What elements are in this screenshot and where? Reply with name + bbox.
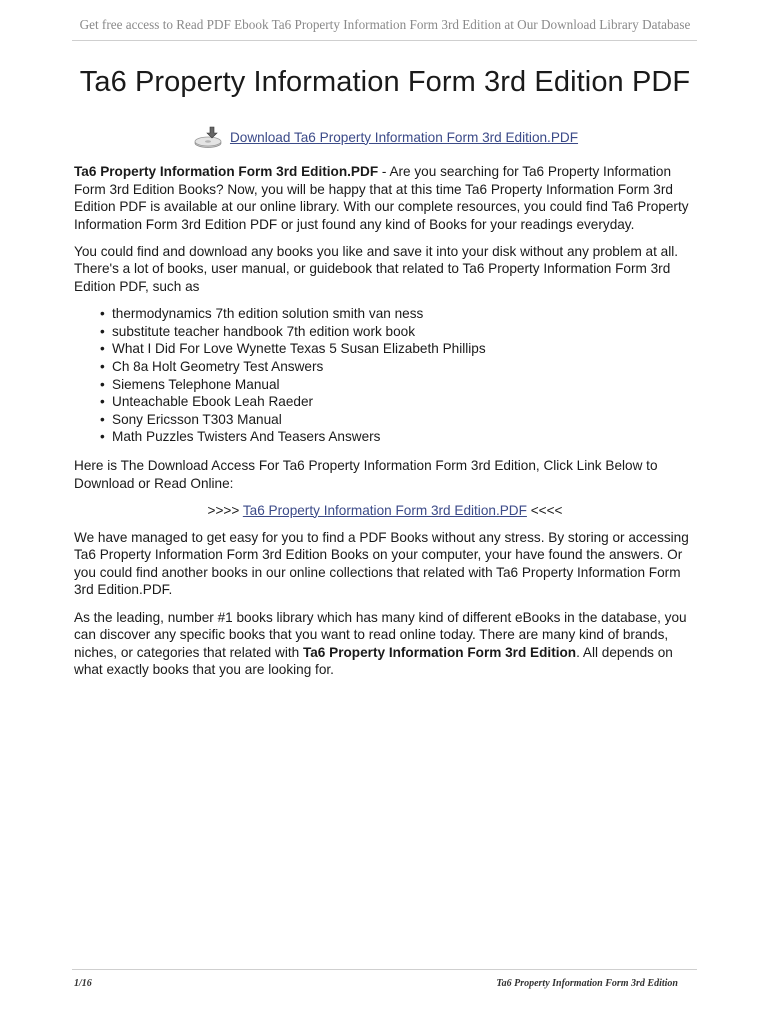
article-body xyxy=(74,163,696,688)
list-item: • substitute teacher handbook 7th edition work book xyxy=(112,323,696,341)
access-link[interactable]: Ta6 Property Information Form 3rd Edition.PDF xyxy=(242,502,527,518)
library-bold-title: Ta6 Property Information Form 3rd Edition xyxy=(302,644,577,660)
list-item: • Math Puzzles Twisters And Teasers Answers xyxy=(112,428,696,446)
intro-text: - Are you searching for Ta6 Property Information Form 3rd Edition Books? Now, you will be happy that at this time Ta6 Property Information Form 3rd Edition PDF is available at our online library. With our complete resources, you could find Ta6 Property Information Form 3rd Edition PDF or just found any kind of Books for your readings everyday. xyxy=(74,164,689,232)
footer-divider xyxy=(72,969,697,970)
download-row xyxy=(0,125,770,149)
list-item: • Unteachable Ebook Leah Raeder xyxy=(112,393,696,411)
access-paragraph: Here is The Download Access For Ta6 Property Information Form 3rd Edition, Click Link Below to Download or Read Online: xyxy=(74,457,658,491)
access-suffix: <<<< xyxy=(526,502,563,518)
download-disk-icon[interactable] xyxy=(192,125,224,149)
intro-bold-lead: Ta6 Property Information Form 3rd Edition.PDF xyxy=(74,164,379,179)
list-item: • thermodynamics 7th edition solution smith van ness xyxy=(112,305,696,323)
list-item: • Ch 8a Holt Geometry Test Answers xyxy=(112,358,696,376)
page-title: Ta6 Property Information Form 3rd Edition PDF xyxy=(79,66,691,98)
library-paragraph xyxy=(74,609,696,679)
access-prefix: >>>> xyxy=(207,502,243,518)
page-number: 1/16 xyxy=(74,978,92,989)
intro-paragraph xyxy=(74,163,696,233)
header-divider xyxy=(72,40,697,41)
list-item: • What I Did For Love Wynette Texas 5 Susan Elizabeth Phillips xyxy=(112,340,696,358)
access-link-line xyxy=(74,502,696,520)
library-text-before: As the leading, number #1 books library which has many kind of different eBooks in the database, you can discover any specific books that you want to read online today. There are many kind of brands, niches, or categories that related with xyxy=(74,609,687,660)
storage-paragraph: We have managed to get easy for you to find a PDF Books without any stress. By storing or accessing Ta6 Property Information Form 3rd Edition Books on your computer, your have found the answers. Or you could find another books in our online collections that related with Ta6 Property Information Form 3rd Edition.PDF. xyxy=(74,529,689,598)
footer-title: Ta6 Property Information Form 3rd Edition xyxy=(496,978,678,989)
header-note: Get free access to Read PDF Ebook Ta6 Property Information Form 3rd Edition at Our Download Library Database xyxy=(79,17,691,32)
list-item: • Siemens Telephone Manual xyxy=(112,376,696,394)
library-text-after: . All depends on what exactly books that you are looking for. xyxy=(74,644,673,678)
related-paragraph: You could find and download any books you like and save it into your disk without any problem at all. There's a lot of books, user manual, or guidebook that related to Ta6 Property Information Form 3rd Edition PDF, such as xyxy=(74,243,679,295)
download-link[interactable]: Download Ta6 Property Information Form 3rd Edition.PDF xyxy=(229,129,579,145)
list-item: • Sony Ericsson T303 Manual xyxy=(112,411,696,429)
related-books-list xyxy=(74,305,696,446)
